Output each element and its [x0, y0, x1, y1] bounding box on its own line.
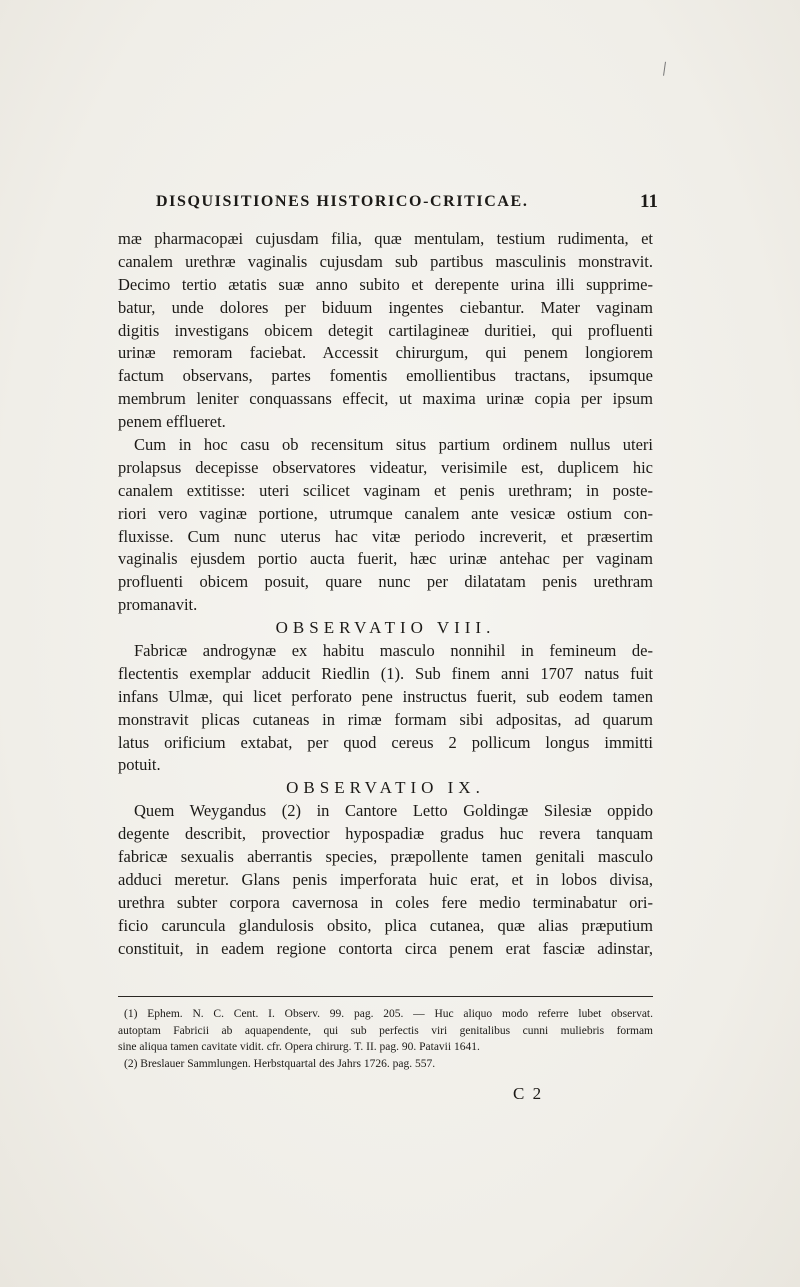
- text-line: flectentis exemplar adducit Riedlin (1). Sub finem anni 1707 natus fuit: [118, 663, 653, 683]
- text-line: Quem Weygandus (2) in Cantore Letto Goldingæ Silesiæ oppido: [134, 801, 653, 821]
- text-line: vaginalis ejusdem portio aucta fuerit, hæc urinæ antehac per vaginam: [118, 549, 653, 569]
- text-line: canalem urethræ vaginalis cujusdam sub partibus masculinis monstravit.: [118, 251, 653, 271]
- text-line: adduci meretur. Glans penis imperforata huic erat, et in lobos divisa,: [118, 869, 653, 889]
- text-line: mæ pharmacopæi cujusdam filia, quæ mentulam, testium rudimenta, et: [118, 229, 653, 248]
- text-line: riori vero vaginæ portione, utrumque canalem ante vesicæ ostium con-: [118, 503, 653, 523]
- text-line: penem efflueret.: [118, 412, 226, 432]
- section-heading: OBSERVATIO IX.: [286, 778, 485, 798]
- section-heading: OBSERVATIO VIII.: [275, 618, 496, 638]
- text-line: monstravit plicas cutaneas in rimæ formam sibi adpositas, ad quarum: [118, 709, 653, 729]
- text-line: membrum leniter conquassans effecit, ut maxima urinæ copia per ipsum: [118, 389, 653, 409]
- footnote-line: sine aliqua tamen cavitate vidit. cfr. Opera chirurg. T. II. pag. 90. Patavii 1641.: [118, 1041, 480, 1053]
- text-line: digitis investigans obicem detegit cartilagineæ duritiei, qui profluenti: [118, 320, 653, 340]
- footnote-rule: [118, 996, 653, 997]
- page-header: [150, 193, 658, 217]
- text-line: canalem extitisse: uteri scilicet vaginam et penis urethram; in poste-: [118, 480, 653, 500]
- text-line: factum observans, partes fomentis emollientibus tractans, ipsumque: [118, 366, 653, 386]
- footnote-line: (1) Ephem. N. C. Cent. I. Observ. 99. pag. 205. — Huc aliquo modo referre lubet observat.: [124, 1008, 653, 1020]
- signature-mark: C 2: [513, 1084, 544, 1103]
- paper-mark: [663, 62, 669, 76]
- text-line: potuit.: [118, 755, 161, 775]
- text-line: constituit, in eadem regione contorta circa penem erat fasciæ adinstar,: [118, 938, 653, 958]
- text-line: infans Ulmæ, qui licet perforato pene instructus fuerit, sub eodem tamen: [118, 686, 653, 706]
- text-line: Cum in hoc casu ob recensitum situs partium ordinem nullus uteri: [134, 435, 653, 455]
- text-line: profluenti obicem posuit, quare nunc per dilatatam penis urethram: [118, 572, 653, 592]
- page-number: 11: [640, 191, 658, 212]
- text-line: ficio caruncula glandulosis obsito, plica cutanea, quæ alias præputium: [118, 915, 653, 935]
- running-title: DISQUISITIONES HISTORICO-CRITICAE.: [156, 193, 529, 210]
- text-line: Fabricæ androgynæ ex habitu masculo nonnihil in femineum de-: [134, 641, 653, 661]
- footnote-line: autoptam Fabricii ab aquapendente, qui sub perfectis viri genitalibus cunni muliebris formam: [118, 1024, 653, 1037]
- text-line: prolapsus decepisse observatores videatur, verisimile est, duplicem hic: [118, 457, 653, 477]
- text-line: Decimo tertio ætatis suæ anno subito et derepente urina illi supprime-: [118, 274, 653, 294]
- text-line: degente describit, provectior hypospadiæ gradus huc revera tanquam: [118, 824, 653, 844]
- footnotes: [118, 1006, 653, 1072]
- text-line: promanavit.: [118, 595, 198, 615]
- text-line: latus orificium extabat, per quod cereus 2 pollicum longus immitti: [118, 732, 653, 752]
- text-line: fluxisse. Cum nunc uterus hac vitæ periodo increverit, et præsertim: [118, 526, 653, 546]
- text-line: urethra subter corpora cavernosa in coles fere medio terminabatur ori-: [118, 892, 653, 912]
- text-line: fabricæ sexualis aberrantis species, præpollente tamen genitali masculo: [118, 847, 653, 867]
- text-line: batur, unde dolores per biduum ingentes ciebantur. Mater vaginam: [118, 297, 653, 317]
- main-text: [118, 228, 653, 961]
- footnote-line: (2) Breslauer Sammlungen. Herbstquartal des Jahrs 1726. pag. 557.: [124, 1057, 436, 1070]
- text-line: urinæ remoram faciebat. Accessit chirurgum, qui penem longiorem: [118, 343, 653, 363]
